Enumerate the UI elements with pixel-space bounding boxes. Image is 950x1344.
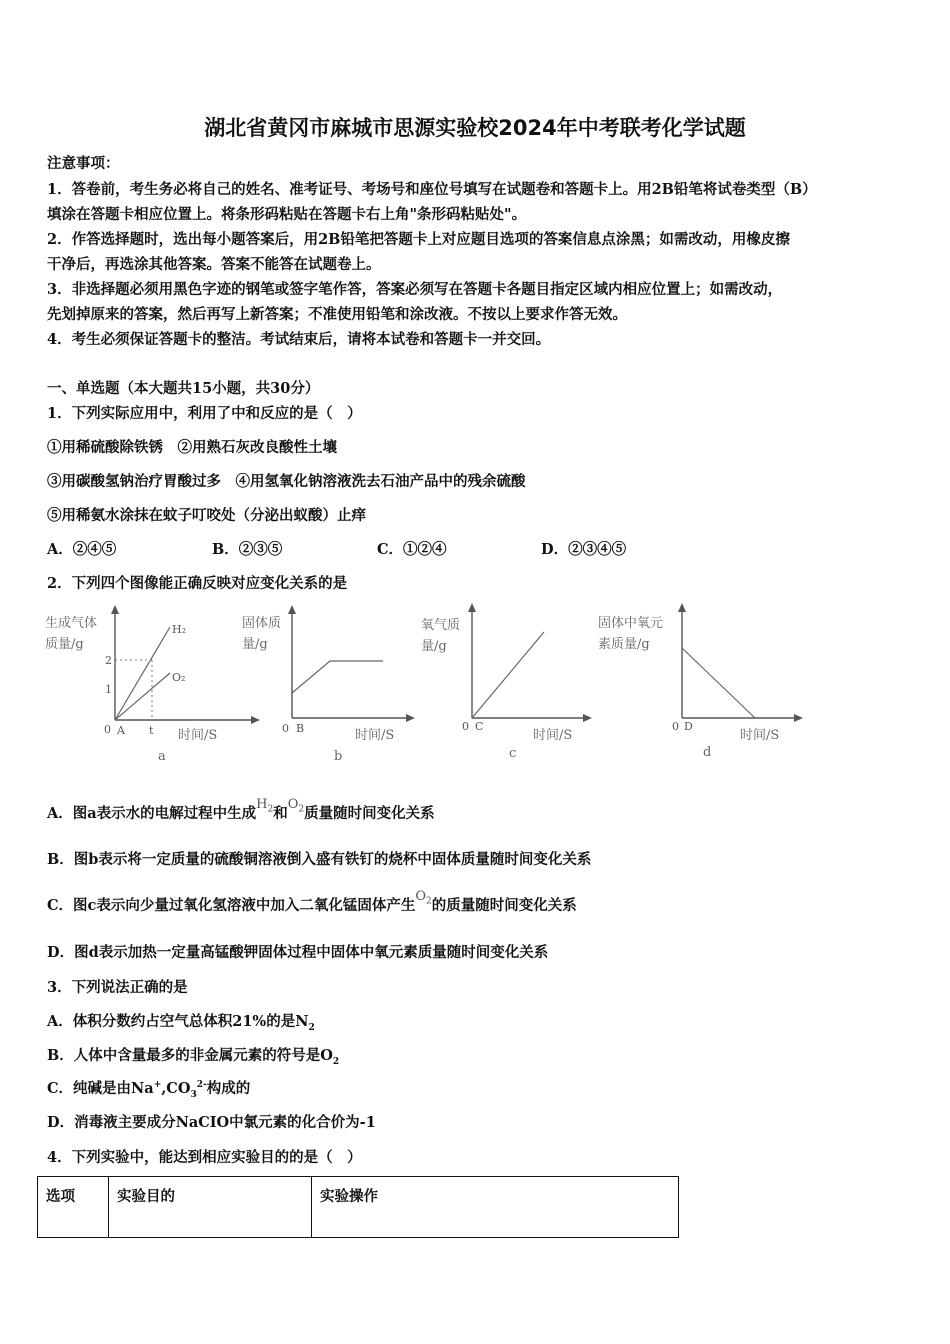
q3-option-c[interactable] <box>47 1077 250 1100</box>
graph-c-origin: 0 <box>462 720 469 733</box>
notice-line: 先划掉原来的答案，然后再写上新答案；不准使用铅笔和涂改液。不按以上要求作答无效。 <box>47 306 627 323</box>
notice-line: 2．作答选择题时，选出每小题答案后，用2B铅笔把答题卡上对应题目选项的答案信息点涂黑；如需改动，用橡皮擦 <box>47 231 790 248</box>
q3-option-c-text: C．纯碱是由Na <box>47 1080 154 1097</box>
q2-option-a-and: 和 <box>273 805 288 822</box>
q3-option-c-rest: 构成的 <box>206 1080 251 1097</box>
graph-c-point: C <box>475 720 484 733</box>
o2-formula <box>287 797 305 815</box>
notice-line: 4．考生必须保证答题卡的整洁。考试结束后，请将本试卷和答题卡一并交回。 <box>47 331 551 348</box>
q4-table <box>37 1176 679 1238</box>
graph-a-tick-1: 1 <box>105 683 112 696</box>
q3-option-d[interactable]: D．消毒液主要成分NaCIO中氯元素的化合价为-1 <box>47 1114 376 1131</box>
q3-option-b-text: B．人体中含量最多的非金属元素的符号是O <box>47 1047 333 1064</box>
graph-b-point: B <box>296 722 305 735</box>
q2-option-a-rest: 质量随时间变化关系 <box>304 805 435 822</box>
q2-option-c-rest: 的质量随时间变化关系 <box>431 897 577 914</box>
graph-c-xlabel: 时间/S <box>533 728 573 743</box>
graph-c <box>462 600 597 740</box>
q1-item: ⑤用稀氨水涂抹在蚊子叮咬处（分泌出蚁酸）止痒 <box>47 507 366 524</box>
notice-line: 3．非选择题必须用黑色字迹的钢笔或签字笔作答，答案必须写在答题卡各题目指定区域内相应位置上；如需改动， <box>47 281 783 298</box>
graph-d-xlabel: 时间/S <box>740 728 780 743</box>
n2-subscript: 2 <box>308 1022 315 1033</box>
graph-c-caption: c <box>509 746 517 761</box>
graph-a-origin: 0 <box>104 723 111 736</box>
graph-d-origin: 0 <box>672 720 679 733</box>
table-header-purpose: 实验目的 <box>109 1177 312 1238</box>
o2-subscript: 2 <box>298 804 305 815</box>
notice-line: 填涂在答题卡相应位置上。将条形码粘贴在答题卡右上角"条形码粘贴处"。 <box>47 206 527 223</box>
graph-a-h2: H₂ <box>172 623 187 636</box>
graph-a-ylabel: 质量/g <box>45 637 84 652</box>
graph-b-caption: b <box>334 749 343 764</box>
q2-option-c-text: C．图c表示向少量过氧化氢溶液中加入二氧化锰固体产生 <box>47 897 416 914</box>
graph-a-xlabel: 时间/S <box>178 728 218 743</box>
q2-stem: 2．下列四个图像能正确反映对应变化关系的是 <box>47 575 348 592</box>
graph-a-o2: O₂ <box>172 671 186 684</box>
q1-stem: 1．下列实际应用中，利用了中和反应的是（ ） <box>47 405 362 422</box>
q2-option-a[interactable] <box>47 797 435 825</box>
q1-option-b[interactable]: B．②③⑤ <box>212 541 283 558</box>
graph-a-tick-t: t <box>149 724 154 737</box>
graph-a-tick-2: 2 <box>105 654 112 667</box>
q3-option-c-co3: ,CO <box>161 1080 191 1097</box>
o2-symbol: O <box>287 797 299 812</box>
co3-charge: 2- <box>196 1080 207 1091</box>
h2-formula <box>256 797 274 815</box>
q3-option-b[interactable] <box>47 1044 339 1067</box>
q2-option-b[interactable]: B．图b表示将一定质量的硫酸铜溶液倒入盛有铁钉的烧杯中固体质量随时间变化关系 <box>47 851 592 868</box>
table-row <box>38 1177 679 1238</box>
table-header-operation: 实验操作 <box>312 1177 679 1238</box>
q2-option-c[interactable] <box>47 889 577 917</box>
q1-option-c[interactable]: C．①②④ <box>377 541 447 558</box>
graph-c-ylabel: 量/g <box>421 639 447 654</box>
na-charge: + <box>153 1080 162 1091</box>
q1-option-d[interactable]: D．②③④⑤ <box>541 541 627 558</box>
table-header-option: 选项 <box>38 1177 109 1238</box>
graph-b-origin: 0 <box>282 722 289 735</box>
graph-a-caption: a <box>158 749 166 764</box>
h2-symbol: H <box>256 797 268 812</box>
h2-subscript: 2 <box>267 804 274 815</box>
graph-b <box>280 605 420 745</box>
q3-option-a-text: A．体积分数约占空气总体积21%的是N <box>47 1013 309 1030</box>
page-title: 湖北省黄冈市麻城市思源实验校2024年中考联考化学试题 <box>204 116 746 140</box>
graph-d-ylabel: 固体中氧元 <box>598 616 664 631</box>
q3-stem: 3．下列说法正确的是 <box>47 979 188 996</box>
o2-symbol: O <box>415 889 427 904</box>
notice-line: 1．答卷前，考生务必将自己的姓名、准考证号、考场号和座位号填写在试题卷和答题卡上。用2B铅笔将试卷类型（B） <box>47 181 817 198</box>
q4-stem: 4．下列实验中，能达到相应实验目的的是（ ） <box>47 1149 362 1166</box>
graph-d-caption: d <box>703 745 712 760</box>
graph-d <box>670 600 810 740</box>
notice-heading: 注意事项： <box>47 155 120 172</box>
graph-b-ylabel: 量/g <box>242 637 268 652</box>
graph-d-point: D <box>684 720 693 733</box>
graph-c-ylabel: 氧气质 <box>421 618 461 633</box>
co3-subscript: 3 <box>190 1089 197 1100</box>
graph-a-point: A <box>117 724 125 737</box>
graph-d-ylabel: 素质量/g <box>598 637 650 652</box>
o2-formula <box>415 889 432 907</box>
q2-option-a-text: A．图a表示水的电解过程中生成 <box>47 805 257 822</box>
section-heading: 一、单选题（本大题共15小题，共30分） <box>47 380 320 397</box>
graph-b-xlabel: 时间/S <box>355 728 395 743</box>
q1-option-a[interactable]: A．②④⑤ <box>47 541 117 558</box>
q1-item: ③用碳酸氢钠治疗胃酸过多 ④用氢氧化钠溶液洗去石油产品中的残余硫酸 <box>47 473 526 490</box>
o2-subscript: 2 <box>332 1056 340 1067</box>
q3-option-a[interactable] <box>47 1010 315 1033</box>
q1-item: ①用稀硫酸除铁锈 ②用熟石灰改良酸性土壤 <box>47 439 337 456</box>
o2-subscript: 2 <box>426 896 432 907</box>
notice-line: 干净后，再选涂其他答案。答案不能答在试题卷上。 <box>47 256 381 273</box>
graph-a-ylabel: 生成气体 <box>45 616 98 631</box>
q2-option-d[interactable]: D．图d表示加热一定量高锰酸钾固体过程中固体中氧元素质量随时间变化关系 <box>47 944 549 961</box>
graph-b-ylabel: 固体质 <box>242 616 282 631</box>
